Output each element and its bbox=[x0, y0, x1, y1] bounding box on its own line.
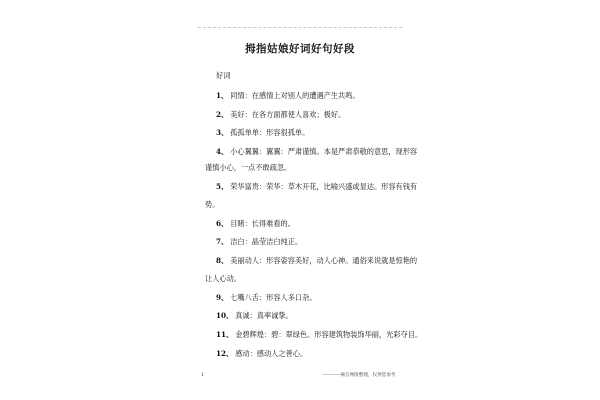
list-item bbox=[216, 91, 360, 101]
list-item bbox=[216, 219, 295, 229]
item-number: 10、 bbox=[216, 311, 234, 320]
item-text: 目睹：长得难看的。 bbox=[230, 219, 295, 228]
item-continuation: 势。 bbox=[205, 200, 220, 209]
item-continuation: 让人心动。 bbox=[205, 274, 241, 283]
item-text: 洁白：晶莹洁白纯正。 bbox=[230, 237, 303, 246]
item-text: 孤孤单单：形容很孤单。 bbox=[230, 128, 310, 137]
list-item bbox=[216, 147, 417, 157]
item-text: 七嘴八舌：形容人多口杂。 bbox=[230, 293, 317, 302]
item-text: 美丽动人：形容姿容美好，动人心神。通俗来说就是惊艳的 bbox=[230, 256, 418, 265]
list-item bbox=[216, 293, 316, 303]
item-number: 1、 bbox=[216, 91, 229, 100]
list-item bbox=[216, 237, 302, 247]
item-number: 5、 bbox=[216, 182, 229, 191]
list-item bbox=[216, 330, 422, 340]
item-text: 荣华富贵：荣华：草木开花，比喻兴盛或显达。形容有钱有 bbox=[230, 182, 418, 191]
item-text: 真诚：真率诚挚。 bbox=[235, 311, 293, 320]
list-item bbox=[216, 182, 417, 192]
item-number: 8、 bbox=[216, 256, 229, 265]
list-item bbox=[216, 110, 345, 120]
item-number: 9、 bbox=[216, 293, 229, 302]
item-number: 4、 bbox=[216, 147, 229, 156]
item-text: 感动：感动人之善心。 bbox=[235, 349, 308, 358]
item-number: 11、 bbox=[216, 330, 234, 339]
item-number: 2、 bbox=[216, 110, 229, 119]
list-item bbox=[216, 128, 309, 138]
list-item bbox=[216, 256, 417, 266]
section-heading: 好词 bbox=[216, 71, 231, 80]
item-number: 7、 bbox=[216, 237, 229, 246]
list-item bbox=[216, 311, 293, 321]
item-text: 小心翼翼：翼翼：严肃谨慎。本是严肃恭敬的意思，现形容 bbox=[230, 147, 418, 156]
item-continuation: 谨慎小心，一点不敢疏忽。 bbox=[205, 163, 292, 172]
item-number: 6、 bbox=[216, 219, 229, 228]
page-number: 1 bbox=[201, 372, 205, 378]
item-text: 同情：在感情上对别人的遭遇产生共鸣。 bbox=[230, 91, 360, 100]
list-item bbox=[216, 349, 307, 359]
header-divider bbox=[198, 27, 402, 28]
item-number: 3、 bbox=[216, 128, 229, 137]
page-title: 拇指姑娘好词好句好段 bbox=[245, 43, 355, 55]
item-number: 12、 bbox=[216, 349, 234, 358]
item-text: 美好：在各方面都使人喜欢；极好。 bbox=[230, 110, 346, 119]
footer-note: ————摘自网络整理，仅供您参考 bbox=[322, 373, 396, 378]
item-text: 金碧辉煌：碧：翠绿色。形容建筑物装饰华丽，光彩夺目。 bbox=[235, 330, 423, 339]
